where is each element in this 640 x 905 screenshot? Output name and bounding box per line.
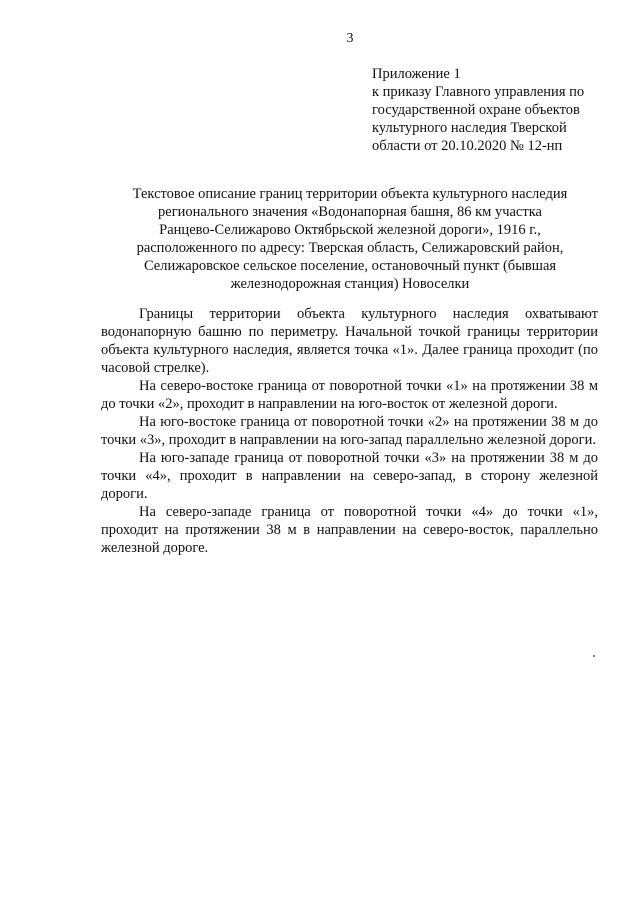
page-number: 3 bbox=[346, 31, 354, 46]
body-paragraph: На юго-востоке граница от поворотной точки «2» на протяжении 38 м до точки «3», проходит в направлении на юго-запад параллельно железной дороги. bbox=[101, 414, 598, 448]
body-paragraph: На северо-западе граница от поворотной точки «4» до точки «1», проходит на протяжении 38 м в направлении на северо-восток, параллельно железной дороге. bbox=[101, 504, 598, 556]
body-paragraph: На юго-западе граница от поворотной точки «3» на протяжении 38 м до точки «4», проходит в направлении на северо-запад, в сторону железной дороги. bbox=[101, 450, 598, 502]
scan-dot bbox=[593, 655, 595, 657]
title-line: Селижаровское сельское поселение, остановочный пункт (бывшая bbox=[143, 258, 557, 274]
title-line: железнодорожная станция) Новоселки bbox=[230, 276, 470, 292]
title-line: Текстовое описание границ территории объекта культурного наследия bbox=[132, 186, 568, 202]
body-paragraph: Границы территории объекта культурного наследия охватывают водонапорную башню по периметру. Начальной точкой границы территории объекта культурного наследия, является точка «1». Далее граница проходит (по часовой стрелке). bbox=[101, 306, 598, 376]
document-body bbox=[101, 305, 598, 557]
document-title bbox=[90, 185, 610, 293]
appendix-line: культурного наследия Тверской bbox=[372, 120, 567, 136]
appendix-line: государственной охране объектов bbox=[372, 102, 580, 118]
appendix-line: области от 20.10.2020 № 12-нп bbox=[372, 138, 563, 154]
title-line: расположенного по адресу: Тверская область, Селижаровский район, bbox=[136, 240, 564, 256]
body-paragraph: На северо-востоке граница от поворотной точки «1» на протяжении 38 м до точки «2», проходит в направлении на юго-восток от железной дороги. bbox=[101, 378, 598, 412]
appendix-line: к приказу Главного управления по bbox=[372, 84, 585, 100]
appendix-line: Приложение 1 bbox=[372, 66, 461, 82]
appendix-reference bbox=[372, 65, 627, 155]
title-line: регионального значения «Водонапорная башня, 86 км участка bbox=[158, 204, 542, 220]
title-line: Ранцево-Селижарово Октябрьской железной дороги», 1916 г., bbox=[159, 222, 541, 238]
